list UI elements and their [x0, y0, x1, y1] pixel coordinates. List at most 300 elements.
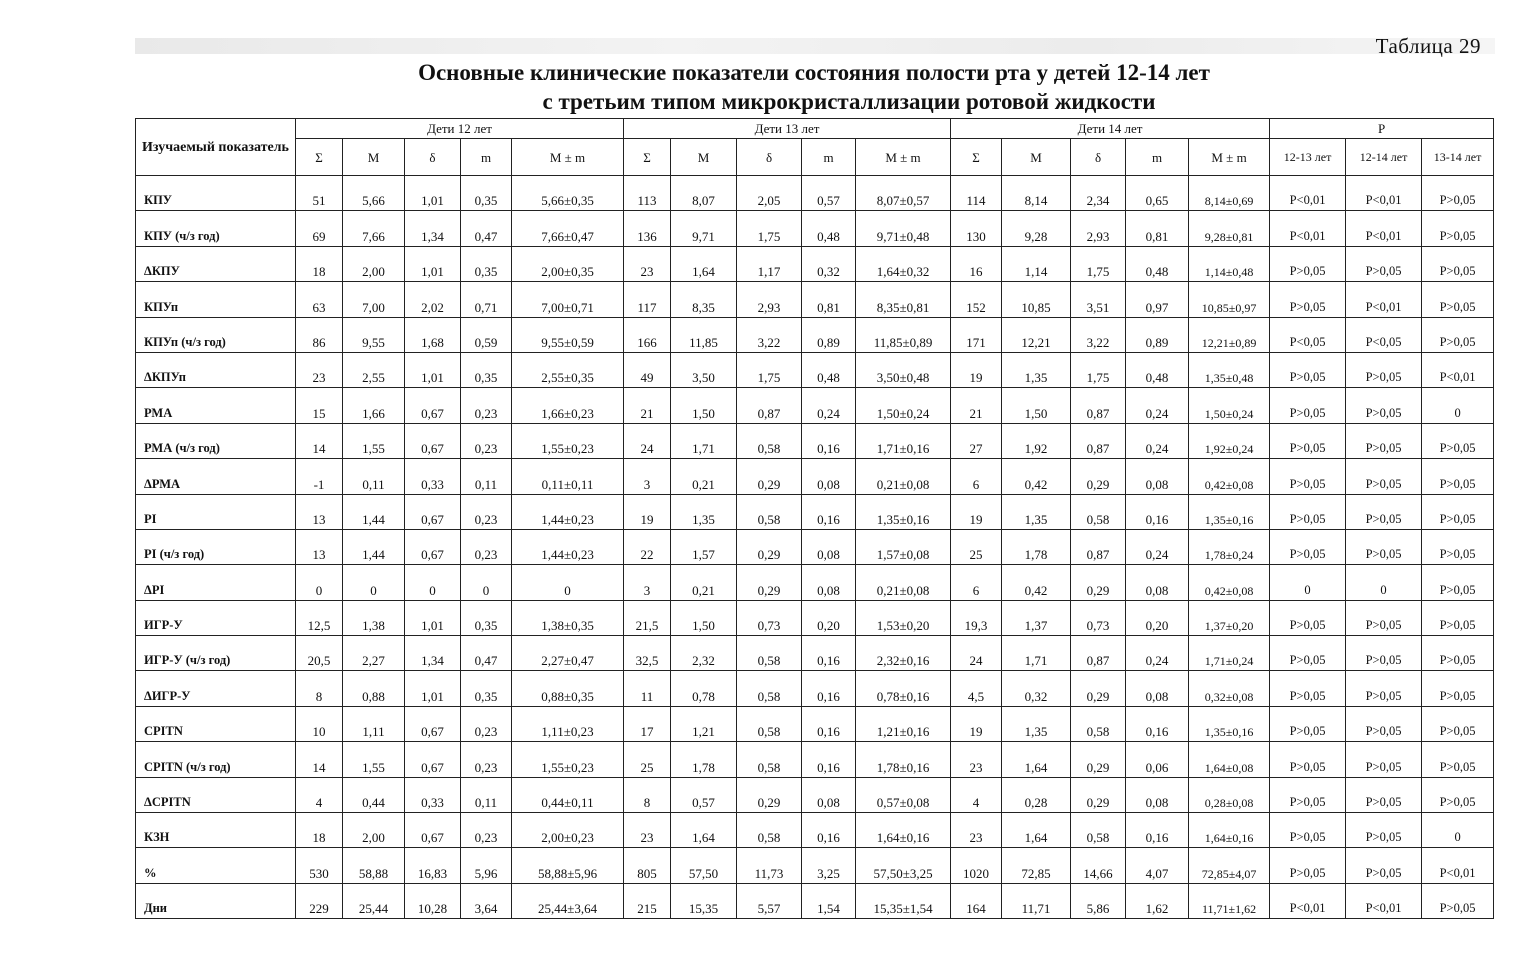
p-value-cell: P<0,01	[1422, 848, 1494, 883]
p-group-header: P	[1270, 119, 1494, 139]
14-mean-cell: 1,71	[1002, 636, 1071, 671]
14-mean-se-cell: 1,64±0,16	[1189, 813, 1270, 848]
table-row	[136, 282, 1494, 317]
13-mean-cell: 1,50	[671, 600, 737, 635]
13-sum-cell: 19	[624, 494, 671, 529]
14-se-cell: 4,07	[1126, 848, 1189, 883]
14-mean-se-cell: 72,85±4,07	[1189, 848, 1270, 883]
12-mean-cell: 5,66	[343, 176, 405, 211]
12-mean-se-cell: 2,00±0,35	[512, 246, 624, 281]
p-value-cell: P>0,05	[1270, 529, 1346, 564]
12-sd-cell: 0,67	[405, 706, 461, 741]
13-sum-cell: 136	[624, 211, 671, 246]
table-body	[136, 176, 1494, 919]
13-mean-se-cell: 1,64±0,32	[856, 246, 951, 281]
13-mean-cell: 0,21	[671, 565, 737, 600]
13-sum-cell: 23	[624, 813, 671, 848]
table-number: Таблица 29	[1375, 34, 1481, 58]
table-row	[136, 671, 1494, 706]
table-row	[136, 246, 1494, 281]
13-mean-cell: 1,57	[671, 529, 737, 564]
col-mean-se-14: M ± m	[1189, 139, 1270, 176]
12-se-cell: 0,47	[461, 636, 512, 671]
14-sum-cell: 19	[951, 494, 1002, 529]
p-value-cell: P>0,05	[1270, 848, 1346, 883]
14-sum-cell: 164	[951, 883, 1002, 918]
table-row	[136, 529, 1494, 564]
indicator-name-cell: Дни	[136, 883, 296, 918]
13-sd-cell: 1,17	[737, 246, 802, 281]
col-mean-12: M	[343, 139, 405, 176]
14-sum-cell: 27	[951, 423, 1002, 458]
13-sd-cell: 0,58	[737, 423, 802, 458]
table-row	[136, 600, 1494, 635]
p-value-cell: P>0,05	[1346, 848, 1422, 883]
table-row	[136, 636, 1494, 671]
13-se-cell: 0,81	[802, 282, 856, 317]
14-sum-cell: 19	[951, 706, 1002, 741]
12-mean-cell: 0,88	[343, 671, 405, 706]
14-se-cell: 0,48	[1126, 352, 1189, 387]
12-sum-cell: 20,5	[296, 636, 343, 671]
13-sd-cell: 0,58	[737, 494, 802, 529]
p-value-cell: P<0,05	[1270, 317, 1346, 352]
14-se-cell: 0,16	[1126, 813, 1189, 848]
13-se-cell: 0,08	[802, 529, 856, 564]
14-sum-cell: 4,5	[951, 671, 1002, 706]
13-sd-cell: 0,58	[737, 742, 802, 777]
12-sd-cell: 0,67	[405, 388, 461, 423]
13-mean-se-cell: 0,57±0,08	[856, 777, 951, 812]
14-sum-cell: 19	[951, 352, 1002, 387]
table-row	[136, 211, 1494, 246]
col-mean-se-13: M ± m	[856, 139, 951, 176]
p-value-cell: P>0,05	[1422, 742, 1494, 777]
p-value-cell: 0	[1346, 565, 1422, 600]
indicator-name-cell: ΔКПУ	[136, 246, 296, 281]
14-se-cell: 0,24	[1126, 636, 1189, 671]
12-se-cell: 0,35	[461, 246, 512, 281]
p-value-cell: P>0,05	[1270, 459, 1346, 494]
13-se-cell: 0,32	[802, 246, 856, 281]
col-sum-12: Σ	[296, 139, 343, 176]
14-sd-cell: 0,58	[1071, 494, 1126, 529]
14-mean-cell: 1,92	[1002, 423, 1071, 458]
p-value-cell: P>0,05	[1422, 176, 1494, 211]
12-sum-cell: 14	[296, 423, 343, 458]
14-mean-cell: 1,50	[1002, 388, 1071, 423]
12-sum-cell: 10	[296, 706, 343, 741]
14-sd-cell: 0,29	[1071, 777, 1126, 812]
p-value-cell: P>0,05	[1422, 671, 1494, 706]
13-sum-cell: 21,5	[624, 600, 671, 635]
indicator-name-cell: CPITN	[136, 706, 296, 741]
14-sd-cell: 2,34	[1071, 176, 1126, 211]
12-sd-cell: 0,67	[405, 423, 461, 458]
14-se-cell: 0,16	[1126, 494, 1189, 529]
12-mean-se-cell: 7,00±0,71	[512, 282, 624, 317]
p-value-cell: P<0,01	[1270, 211, 1346, 246]
table-row	[136, 742, 1494, 777]
12-sum-cell: 23	[296, 352, 343, 387]
table-row	[136, 848, 1494, 883]
p-value-cell: 0	[1422, 813, 1494, 848]
14-mean-cell: 11,71	[1002, 883, 1071, 918]
13-mean-cell: 11,85	[671, 317, 737, 352]
14-sd-cell: 0,29	[1071, 742, 1126, 777]
14-se-cell: 0,97	[1126, 282, 1189, 317]
14-sd-cell: 0,29	[1071, 459, 1126, 494]
14-sum-cell: 130	[951, 211, 1002, 246]
12-sum-cell: 530	[296, 848, 343, 883]
indicator-name-cell: ΔPI	[136, 565, 296, 600]
13-mean-se-cell: 8,35±0,81	[856, 282, 951, 317]
14-mean-cell: 1,14	[1002, 246, 1071, 281]
indicator-name-cell: КЗН	[136, 813, 296, 848]
13-sd-cell: 0,73	[737, 600, 802, 635]
14-mean-se-cell: 0,32±0,08	[1189, 671, 1270, 706]
13-mean-cell: 1,78	[671, 742, 737, 777]
indicator-name-cell: КПУп	[136, 282, 296, 317]
14-mean-se-cell: 1,14±0,48	[1189, 246, 1270, 281]
12-se-cell: 3,64	[461, 883, 512, 918]
14-mean-se-cell: 1,64±0,08	[1189, 742, 1270, 777]
p-value-cell: P>0,05	[1422, 423, 1494, 458]
14-mean-se-cell: 1,35±0,16	[1189, 494, 1270, 529]
13-mean-se-cell: 1,71±0,16	[856, 423, 951, 458]
p-value-cell: P>0,05	[1346, 777, 1422, 812]
14-mean-cell: 0,28	[1002, 777, 1071, 812]
12-mean-cell: 2,55	[343, 352, 405, 387]
13-sum-cell: 49	[624, 352, 671, 387]
14-sd-cell: 0,29	[1071, 565, 1126, 600]
group-header-14: Дети 14 лет	[951, 119, 1270, 139]
13-se-cell: 0,08	[802, 459, 856, 494]
12-mean-se-cell: 9,55±0,59	[512, 317, 624, 352]
13-sd-cell: 0,58	[737, 636, 802, 671]
14-mean-cell: 0,32	[1002, 671, 1071, 706]
12-sum-cell: 4	[296, 777, 343, 812]
col-p-13-14: 13-14 лет	[1422, 139, 1494, 176]
13-sum-cell: 117	[624, 282, 671, 317]
12-mean-se-cell: 25,44±3,64	[512, 883, 624, 918]
14-sum-cell: 19,3	[951, 600, 1002, 635]
12-mean-cell: 7,00	[343, 282, 405, 317]
13-mean-se-cell: 57,50±3,25	[856, 848, 951, 883]
14-mean-se-cell: 10,85±0,97	[1189, 282, 1270, 317]
group-header-12: Дети 12 лет	[296, 119, 624, 139]
13-mean-cell: 8,07	[671, 176, 737, 211]
13-se-cell: 0,08	[802, 777, 856, 812]
14-sum-cell: 23	[951, 813, 1002, 848]
12-sum-cell: 18	[296, 246, 343, 281]
13-sd-cell: 11,73	[737, 848, 802, 883]
12-mean-se-cell: 1,55±0,23	[512, 423, 624, 458]
14-sd-cell: 1,75	[1071, 246, 1126, 281]
14-mean-se-cell: 1,78±0,24	[1189, 529, 1270, 564]
p-value-cell: P>0,05	[1346, 388, 1422, 423]
13-sum-cell: 3	[624, 565, 671, 600]
13-sum-cell: 24	[624, 423, 671, 458]
13-mean-cell: 15,35	[671, 883, 737, 918]
14-se-cell: 0,08	[1126, 459, 1189, 494]
13-mean-cell: 3,50	[671, 352, 737, 387]
14-sd-cell: 0,29	[1071, 671, 1126, 706]
indicator-name-cell: ИГР-У (ч/з год)	[136, 636, 296, 671]
12-sum-cell: 13	[296, 494, 343, 529]
p-value-cell: P<0,05	[1346, 317, 1422, 352]
p-value-cell: P>0,05	[1422, 706, 1494, 741]
scan-shadow-band	[135, 38, 1495, 54]
group-header-13: Дети 13 лет	[624, 119, 951, 139]
13-sd-cell: 0,29	[737, 777, 802, 812]
13-mean-cell: 1,64	[671, 813, 737, 848]
table-row	[136, 777, 1494, 812]
13-se-cell: 0,57	[802, 176, 856, 211]
12-mean-cell: 2,00	[343, 813, 405, 848]
13-sum-cell: 166	[624, 317, 671, 352]
p-value-cell: P>0,05	[1270, 600, 1346, 635]
13-sum-cell: 113	[624, 176, 671, 211]
14-mean-se-cell: 1,71±0,24	[1189, 636, 1270, 671]
14-sum-cell: 16	[951, 246, 1002, 281]
col-sd-12: δ	[405, 139, 461, 176]
12-se-cell: 0,59	[461, 317, 512, 352]
indicator-name-cell: РМА (ч/з год)	[136, 423, 296, 458]
13-sum-cell: 32,5	[624, 636, 671, 671]
12-sd-cell: 0,67	[405, 813, 461, 848]
14-se-cell: 0,65	[1126, 176, 1189, 211]
indicator-name-cell: КПУ	[136, 176, 296, 211]
12-sd-cell: 1,01	[405, 246, 461, 281]
12-se-cell: 0,35	[461, 176, 512, 211]
12-mean-se-cell: 5,66±0,35	[512, 176, 624, 211]
12-mean-cell: 7,66	[343, 211, 405, 246]
12-sum-cell: 86	[296, 317, 343, 352]
p-value-cell: P<0,01	[1346, 282, 1422, 317]
13-mean-se-cell: 1,64±0,16	[856, 813, 951, 848]
12-sum-cell: 15	[296, 388, 343, 423]
13-sum-cell: 25	[624, 742, 671, 777]
12-mean-cell: 0	[343, 565, 405, 600]
13-se-cell: 3,25	[802, 848, 856, 883]
12-mean-cell: 2,27	[343, 636, 405, 671]
p-value-cell: P>0,05	[1346, 423, 1422, 458]
14-se-cell: 0,08	[1126, 777, 1189, 812]
p-value-cell: P>0,05	[1422, 211, 1494, 246]
14-se-cell: 0,08	[1126, 671, 1189, 706]
14-se-cell: 0,08	[1126, 565, 1189, 600]
12-se-cell: 0,11	[461, 459, 512, 494]
13-sum-cell: 805	[624, 848, 671, 883]
14-se-cell: 0,89	[1126, 317, 1189, 352]
12-sum-cell: 229	[296, 883, 343, 918]
13-sd-cell: 0,87	[737, 388, 802, 423]
14-sum-cell: 152	[951, 282, 1002, 317]
12-sum-cell: 13	[296, 529, 343, 564]
12-mean-cell: 1,11	[343, 706, 405, 741]
14-sum-cell: 25	[951, 529, 1002, 564]
p-value-cell: P>0,05	[1346, 671, 1422, 706]
12-mean-cell: 1,55	[343, 423, 405, 458]
14-mean-se-cell: 12,21±0,89	[1189, 317, 1270, 352]
12-mean-se-cell: 1,44±0,23	[512, 494, 624, 529]
12-mean-cell: 58,88	[343, 848, 405, 883]
col-sum-13: Σ	[624, 139, 671, 176]
12-mean-cell: 0,44	[343, 777, 405, 812]
title-line-2: с третьим типом микрокристаллизации ротовой жидкости	[542, 89, 1156, 114]
p-value-cell: P>0,05	[1422, 777, 1494, 812]
13-se-cell: 0,16	[802, 706, 856, 741]
13-sum-cell: 11	[624, 671, 671, 706]
13-mean-cell: 8,35	[671, 282, 737, 317]
14-sd-cell: 0,73	[1071, 600, 1126, 635]
14-se-cell: 0,24	[1126, 529, 1189, 564]
12-sum-cell: 8	[296, 671, 343, 706]
14-mean-cell: 10,85	[1002, 282, 1071, 317]
table-row	[136, 883, 1494, 918]
12-se-cell: 0,35	[461, 671, 512, 706]
p-value-cell: P>0,05	[1270, 777, 1346, 812]
col-p-12-13: 12-13 лет	[1270, 139, 1346, 176]
13-mean-se-cell: 3,50±0,48	[856, 352, 951, 387]
13-se-cell: 0,48	[802, 211, 856, 246]
12-mean-se-cell: 1,11±0,23	[512, 706, 624, 741]
14-mean-se-cell: 8,14±0,69	[1189, 176, 1270, 211]
12-se-cell: 0	[461, 565, 512, 600]
12-mean-se-cell: 0,44±0,11	[512, 777, 624, 812]
13-mean-se-cell: 11,85±0,89	[856, 317, 951, 352]
indicator-name-cell: КПУ (ч/з год)	[136, 211, 296, 246]
13-mean-se-cell: 1,21±0,16	[856, 706, 951, 741]
14-sd-cell: 3,51	[1071, 282, 1126, 317]
13-mean-cell: 1,21	[671, 706, 737, 741]
indicator-name-cell: PI	[136, 494, 296, 529]
14-se-cell: 0,81	[1126, 211, 1189, 246]
p-value-cell: P>0,05	[1270, 494, 1346, 529]
p-value-cell: P>0,05	[1422, 600, 1494, 635]
12-se-cell: 0,23	[461, 813, 512, 848]
13-sd-cell: 1,75	[737, 352, 802, 387]
14-se-cell: 0,24	[1126, 388, 1189, 423]
table-row	[136, 706, 1494, 741]
13-mean-se-cell: 9,71±0,48	[856, 211, 951, 246]
p-value-cell: P>0,05	[1270, 813, 1346, 848]
14-mean-cell: 1,64	[1002, 813, 1071, 848]
13-mean-se-cell: 8,07±0,57	[856, 176, 951, 211]
12-sum-cell: 69	[296, 211, 343, 246]
indicator-name-cell: ΔИГР-У	[136, 671, 296, 706]
13-sd-cell: 0,58	[737, 671, 802, 706]
12-mean-se-cell: 2,00±0,23	[512, 813, 624, 848]
12-se-cell: 0,47	[461, 211, 512, 246]
13-se-cell: 1,54	[802, 883, 856, 918]
p-value-cell: P>0,05	[1346, 742, 1422, 777]
p-value-cell: P>0,05	[1346, 459, 1422, 494]
p-value-cell: P>0,05	[1422, 494, 1494, 529]
13-sd-cell: 0,29	[737, 459, 802, 494]
12-se-cell: 0,71	[461, 282, 512, 317]
13-mean-se-cell: 1,35±0,16	[856, 494, 951, 529]
14-sd-cell: 14,66	[1071, 848, 1126, 883]
12-se-cell: 0,23	[461, 494, 512, 529]
14-se-cell: 0,20	[1126, 600, 1189, 635]
table-row	[136, 459, 1494, 494]
13-sd-cell: 0,58	[737, 706, 802, 741]
p-value-cell: P>0,05	[1346, 636, 1422, 671]
12-sd-cell: 0,67	[405, 742, 461, 777]
14-mean-cell: 12,21	[1002, 317, 1071, 352]
p-value-cell: P>0,05	[1346, 813, 1422, 848]
14-sum-cell: 23	[951, 742, 1002, 777]
12-sd-cell: 2,02	[405, 282, 461, 317]
14-sum-cell: 24	[951, 636, 1002, 671]
p-value-cell: P>0,05	[1270, 636, 1346, 671]
col-sd-13: δ	[737, 139, 802, 176]
13-sd-cell: 0,58	[737, 813, 802, 848]
14-sum-cell: 1020	[951, 848, 1002, 883]
p-value-cell: P>0,05	[1422, 282, 1494, 317]
14-mean-se-cell: 11,71±1,62	[1189, 883, 1270, 918]
14-mean-cell: 1,35	[1002, 352, 1071, 387]
13-se-cell: 0,16	[802, 742, 856, 777]
indicator-name-cell: ИГР-У	[136, 600, 296, 635]
page-title	[135, 58, 1493, 116]
12-sd-cell: 16,83	[405, 848, 461, 883]
14-se-cell: 0,16	[1126, 706, 1189, 741]
13-sum-cell: 8	[624, 777, 671, 812]
p-value-cell: P>0,05	[1346, 600, 1422, 635]
p-value-cell: P<0,01	[1346, 211, 1422, 246]
p-value-cell: 0	[1422, 388, 1494, 423]
13-se-cell: 0,20	[802, 600, 856, 635]
col-se-12: m	[461, 139, 512, 176]
13-mean-se-cell: 0,21±0,08	[856, 565, 951, 600]
12-sd-cell: 0,33	[405, 459, 461, 494]
col-sum-14: Σ	[951, 139, 1002, 176]
14-mean-cell: 1,78	[1002, 529, 1071, 564]
12-mean-cell: 1,44	[343, 494, 405, 529]
p-value-cell: P>0,05	[1346, 706, 1422, 741]
13-mean-cell: 9,71	[671, 211, 737, 246]
12-mean-cell: 25,44	[343, 883, 405, 918]
13-mean-cell: 1,35	[671, 494, 737, 529]
14-mean-cell: 9,28	[1002, 211, 1071, 246]
indicator-header: Изучаемый показатель	[136, 119, 296, 176]
13-mean-cell: 1,71	[671, 423, 737, 458]
p-value-cell: P>0,05	[1422, 565, 1494, 600]
indicator-name-cell: PI (ч/з год)	[136, 529, 296, 564]
indicator-name-cell: CPITN (ч/з год)	[136, 742, 296, 777]
12-se-cell: 5,96	[461, 848, 512, 883]
14-sum-cell: 4	[951, 777, 1002, 812]
13-mean-se-cell: 1,53±0,20	[856, 600, 951, 635]
13-se-cell: 0,48	[802, 352, 856, 387]
14-mean-cell: 72,85	[1002, 848, 1071, 883]
12-mean-cell: 1,44	[343, 529, 405, 564]
col-se-13: m	[802, 139, 856, 176]
14-se-cell: 0,06	[1126, 742, 1189, 777]
table-row	[136, 388, 1494, 423]
12-se-cell: 0,11	[461, 777, 512, 812]
col-se-14: m	[1126, 139, 1189, 176]
14-sd-cell: 0,58	[1071, 706, 1126, 741]
p-value-cell: P>0,05	[1422, 459, 1494, 494]
12-mean-se-cell: 7,66±0,47	[512, 211, 624, 246]
12-sum-cell: 51	[296, 176, 343, 211]
12-se-cell: 0,23	[461, 529, 512, 564]
12-mean-se-cell: 0,11±0,11	[512, 459, 624, 494]
